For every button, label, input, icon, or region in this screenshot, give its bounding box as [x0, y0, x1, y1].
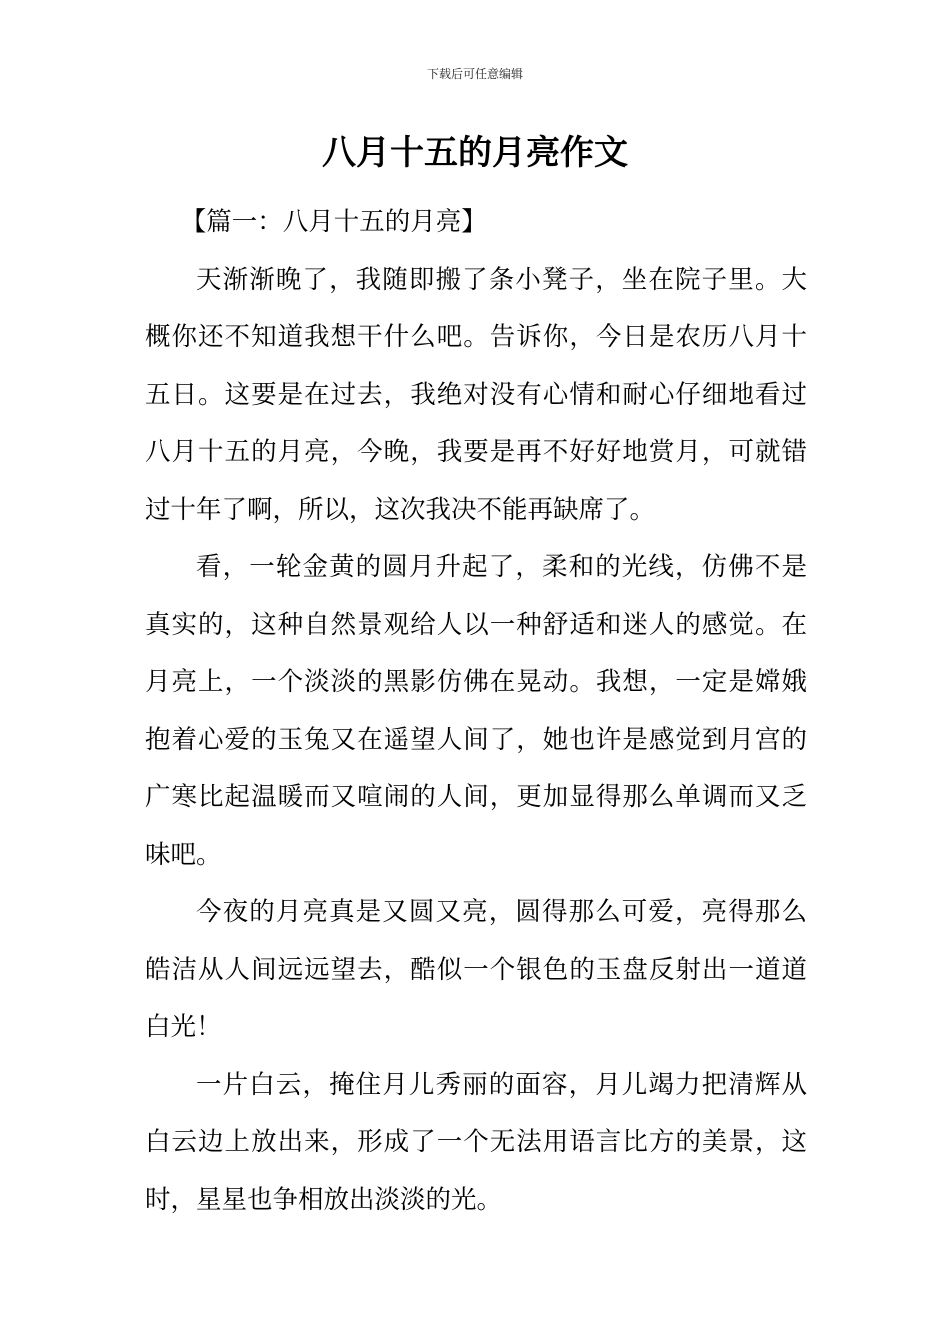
document-title: 八月十五的月亮作文	[322, 133, 628, 173]
section-heading: 【篇一：八月十五的月亮】	[180, 207, 487, 237]
paragraph: 天渐渐晚了，我随即搬了条小凳子，坐在院子里。大概你还不知道我想干什么吧。告诉你，今日是农历八月十五日。这要是在过去，我绝对没有心情和耐心仔细地看过八月十五的月亮，今晚，我要是再不好好地赏月，可就错过十年了啊，所以，这次我决不能再缺席了。	[145, 264, 807, 525]
paragraph: 一片白云，掩住月儿秀丽的面容，月儿竭力把清辉从白云边上放出来，形成了一个无法用语言比方的美景，这时，星星也争相放出淡淡的光。	[145, 1069, 807, 1215]
paragraph: 看，一轮金黄的圆月升起了，柔和的光线，仿佛不是真实的，这种自然景观给人以一种舒适和迷人的感觉。在月亮上，一个淡淡的黑影仿佛在晃动。我想，一定是嫦娥抱着心爱的玉兔又在遥望人间了，她也许是感觉到月宫的广寒比起温暖而又喧闹的人间，更加显得那么单调而又乏味吧。	[145, 552, 807, 870]
paragraph: 今夜的月亮真是又圆又亮，圆得那么可爱，亮得那么皓洁从人间远远望去，酷似一个银色的玉盘反射出一道道白光！	[145, 897, 807, 1042]
header-note: 下载后可任意编辑	[426, 67, 523, 81]
document-body	[145, 194, 807, 1229]
